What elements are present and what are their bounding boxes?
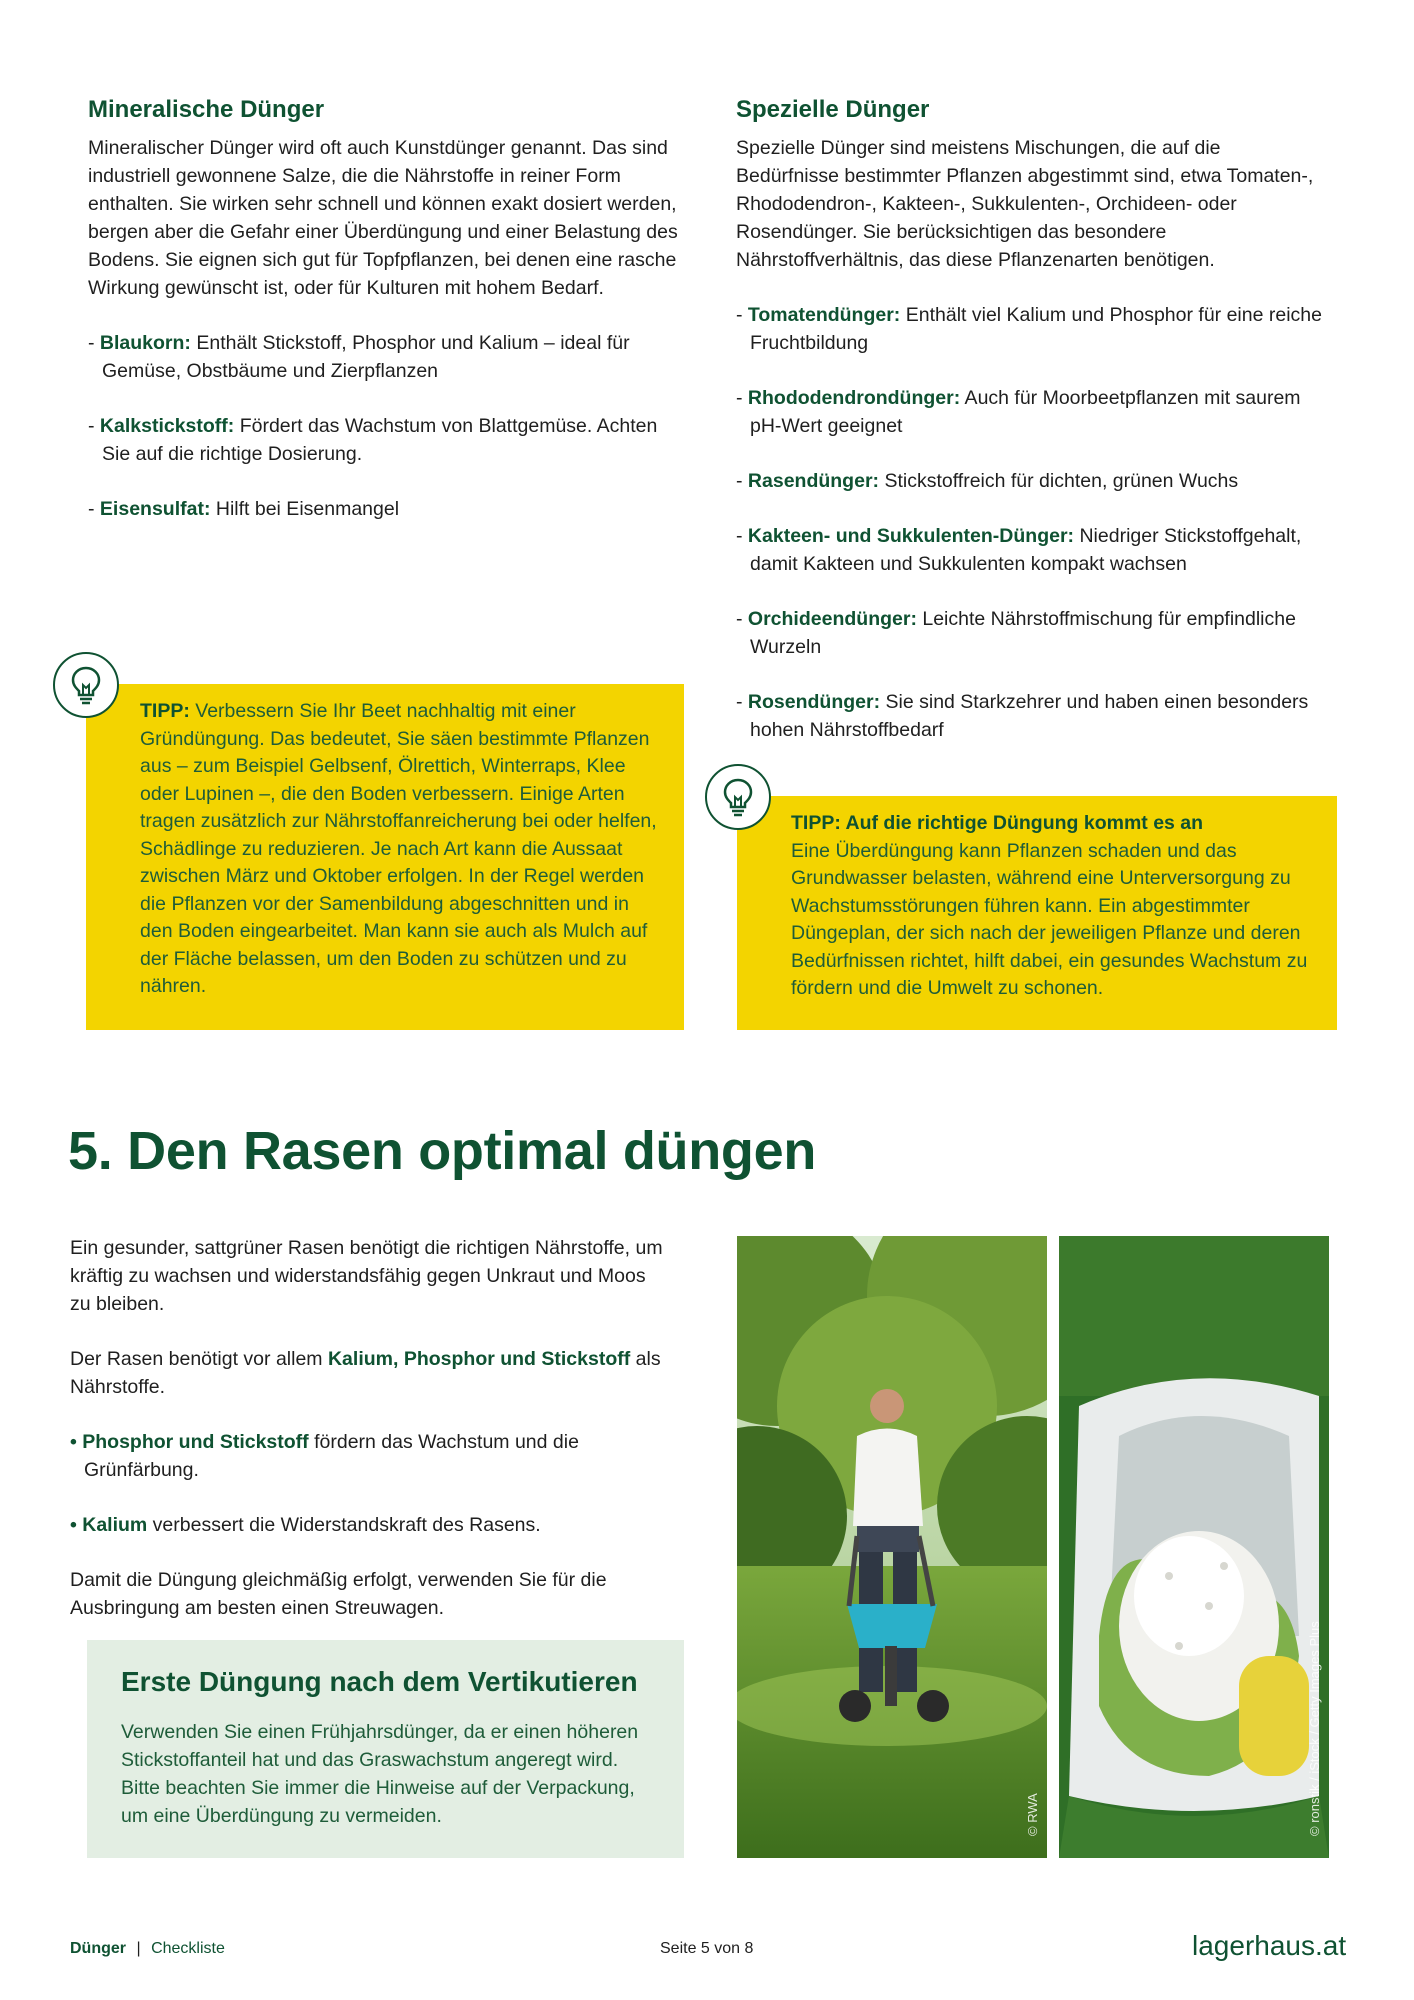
footer-topic: Dünger — [70, 1940, 126, 1957]
footer-left — [70, 1940, 225, 1958]
right-column — [736, 96, 1326, 771]
lawn-spreader: Damit die Düngung gleichmäßig erfolgt, verwenden Sie für die Ausbringung am besten einen Streuwagen. — [70, 1569, 607, 1619]
item-term: Rosendünger: — [747, 691, 881, 713]
info-box — [87, 1640, 684, 1858]
item-text: Fördert das Wachstum von Blattgemüse. Achten Sie auf die richtige Dosierung. — [102, 415, 658, 465]
special-intro: Spezielle Dünger sind meistens Mischungen, die auf die Bedürfnisse bestimmter Pflanzen abgestimmt sind, etwa Tomaten-, Rhododendron-, Kakteen-, Sukkulenten-, Orchideen- oder Rosendünger. Sie berücksichtigen das besondere Nährstoffverhältnis, das diese Pflanzenarten benötigen. — [736, 137, 1314, 271]
lightbulb-icon-left — [53, 652, 119, 718]
mineral-title: Mineralische Dünger — [88, 96, 325, 123]
lightbulb-icon — [721, 777, 755, 817]
lawn-text — [70, 1234, 670, 1622]
lightbulb-icon-right — [705, 764, 771, 830]
item-text: fördern das Wachstum und die Grünfärbung. — [84, 1431, 579, 1481]
item-text: Sie sind Starkzehrer und haben einen besonders hohen Nährstoffbedarf — [750, 691, 1309, 741]
item-term: Rhododendrondünger: — [747, 387, 961, 409]
item-term: Tomatendünger: — [747, 304, 901, 326]
item-text: Hilft bei Eisenmangel — [210, 498, 400, 520]
info-title: Erste Düngung nach dem Vertikutieren — [121, 1666, 638, 1697]
nutrients-pre: Der Rasen benötigt vor allem — [70, 1348, 328, 1370]
tip-label: TIPP: — [140, 700, 190, 722]
item-term: Kalium — [82, 1514, 148, 1536]
page-number: Seite 5 von 8 — [660, 1940, 754, 1957]
lawn-nutrients — [70, 1345, 670, 1401]
photo-credit-right: © ronstik / iStock / Getty Images Plus — [1307, 1621, 1322, 1836]
footer-separator: | — [136, 1940, 141, 1957]
list-item: • Phosphor und Stickstoff fördern das Wachstum und die Grünfärbung. — [70, 1431, 579, 1481]
photo-lawn-spreader-image — [737, 1236, 1047, 1858]
item-term: Eisensulfat: — [99, 498, 211, 520]
mineral-intro: Mineralischer Dünger wird oft auch Kunstdünger genannt. Das sind industriell gewonnene Salze, die die Nährstoffe in reiner Form enthalten. Sie wirken sehr schnell und können exakt dosiert werden, bergen aber die Gefahr einer Überdüngung und einer Belastung des Bodens. Sie eignen sich gut für Topfpflanzen, bei denen eine rasche Wirkung gewünscht ist, oder für Kulturen mit hohem Bedarf. — [88, 137, 678, 299]
item-text: Niedriger Stickstoffgehalt, damit Kakteen und Sukkulenten kompakt wachsen — [750, 525, 1302, 575]
list-item: - Blaukorn: Enthält Stickstoff, Phosphor und Kalium – ideal für Gemüse, Obstbäume und Zierpflanzen — [88, 332, 630, 382]
item-text: Leichte Nährstoffmischung für empfindliche Wurzeln — [750, 608, 1296, 658]
item-text: Enthält viel Kalium und Phosphor für eine reiche Fruchtbildung — [750, 304, 1322, 354]
item-term: Phosphor und Stickstoff — [82, 1431, 309, 1453]
item-term: Kakteen- und Sukkulenten-Dünger: — [747, 525, 1075, 547]
item-text: Stickstoffreich für dichten, grünen Wuchs — [879, 470, 1239, 492]
item-text: verbessert die Widerstandskraft des Rasens. — [147, 1514, 541, 1536]
special-title: Spezielle Dünger — [736, 96, 930, 123]
list-item: - Rasendünger: Stickstoffreich für dichten, grünen Wuchs — [736, 470, 1239, 492]
list-item: - Tomatendünger: Enthält viel Kalium und Phosphor für eine reiche Fruchtbildung — [736, 304, 1322, 354]
list-item: - Rosendünger: Sie sind Starkzehrer und haben einen besonders hohen Nährstoffbedarf — [736, 691, 1309, 741]
nutrients-bold: Kalium, Phosphor und Stickstoff — [327, 1348, 631, 1370]
item-term: Kalkstickstoff: — [99, 415, 235, 437]
mineral-list — [88, 329, 678, 523]
list-item: • Kalium verbessert die Widerstandskraft des Rasens. — [70, 1514, 541, 1536]
footer-doc: Checkliste — [151, 1940, 225, 1957]
nutrients-post: als Nährstoffe. — [70, 1348, 661, 1398]
tip-text: Verbessern Sie Ihr Beet nachhaltig mit einer Gründüngung. Das bedeutet, Sie säen bestimmte Pflanzen aus – zum Beispiel Gelbsenf, Ölrettich, Winterraps, Klee oder Lupinen –, die den Boden verbessern. Einige Arten tragen zusätzlich zur Nährstoffanreicherung bei oder helfen, Schädlinge zu reduzieren. Je nach Art kann die Aussaat zwischen März und Oktober erfolgen. In der Regel werden die Pflanzen vor der Samenbildung abgeschnitten und in den Boden eingearbeitet. Man kann sie auch als Mulch auf der Fläche belassen, um den Boden zu schützen und zu nähren. — [140, 700, 657, 997]
lightbulb-icon — [69, 665, 103, 705]
section-heading: 5. Den Rasen optimal düngen — [68, 1121, 817, 1181]
lawn-intro: Ein gesunder, sattgrüner Rasen benötigt die richtigen Nährstoffe, um kräftig zu wachsen und widerstandsfähig gegen Unkraut und Moos zu bleiben. — [70, 1237, 663, 1315]
photo-credit-left: © RWA — [1025, 1793, 1040, 1836]
tip-text: Eine Überdüngung kann Pflanzen schaden und das Grundwasser belasten, während eine Unterversorgung zu Wachstumsstörungen führen kann. Ein abgestimmter Düngeplan, der sich nach der jeweiligen Pflanze und deren Bedürfnissen richtet, hilft dabei, ein gesundes Wachstum zu fördern und die Umwelt zu schonen. — [791, 839, 1308, 999]
list-item: - Kalkstickstoff: Fördert das Wachstum von Blattgemüse. Achten Sie auf die richtige Dosierung. — [88, 415, 658, 465]
special-list — [736, 301, 1326, 744]
list-item: - Orchideendünger: Leichte Nährstoffmischung für empfindliche Wurzeln — [736, 608, 1296, 658]
photo-fertilizer-image — [1059, 1236, 1329, 1858]
item-term: Orchideendünger: — [747, 608, 917, 630]
left-column — [88, 96, 678, 550]
tip-box-right — [737, 796, 1337, 1030]
item-term: Blaukorn: — [99, 332, 191, 354]
item-term: Rasendünger: — [747, 470, 880, 492]
list-item: - Eisensulfat: Hilft bei Eisenmangel — [88, 498, 400, 520]
list-item: - Rhododendrondünger: Auch für Moorbeetpflanzen mit saurem pH-Wert geeignet — [736, 387, 1301, 437]
info-text: Verwenden Sie einen Frühjahrsdünger, da er einen höheren Stickstoffanteil hat und das Graswachstum angeregt wird. Bitte beachten Sie immer die Hinweise auf der Verpackung, um eine Überdüngung zu vermeiden. — [121, 1721, 639, 1827]
tip-box-left — [86, 684, 684, 1030]
list-item: - Kakteen- und Sukkulenten-Dünger: Niedriger Stickstoffgehalt, damit Kakteen und Sukkulenten kompakt wachsen — [736, 525, 1302, 575]
item-text: Enthält Stickstoff, Phosphor und Kalium – ideal für Gemüse, Obstbäume und Zierpflanzen — [102, 332, 630, 382]
tip-label: TIPP: Auf die richtige Düngung kommt es an — [791, 812, 1204, 834]
photo-fertilizer-granules — [1059, 1236, 1329, 1858]
item-text: Auch für Moorbeetpflanzen mit saurem pH-Wert geeignet — [750, 387, 1301, 437]
photo-lawn-spreader — [737, 1236, 1047, 1858]
brand-link[interactable]: lagerhaus.at — [1192, 1930, 1347, 1961]
